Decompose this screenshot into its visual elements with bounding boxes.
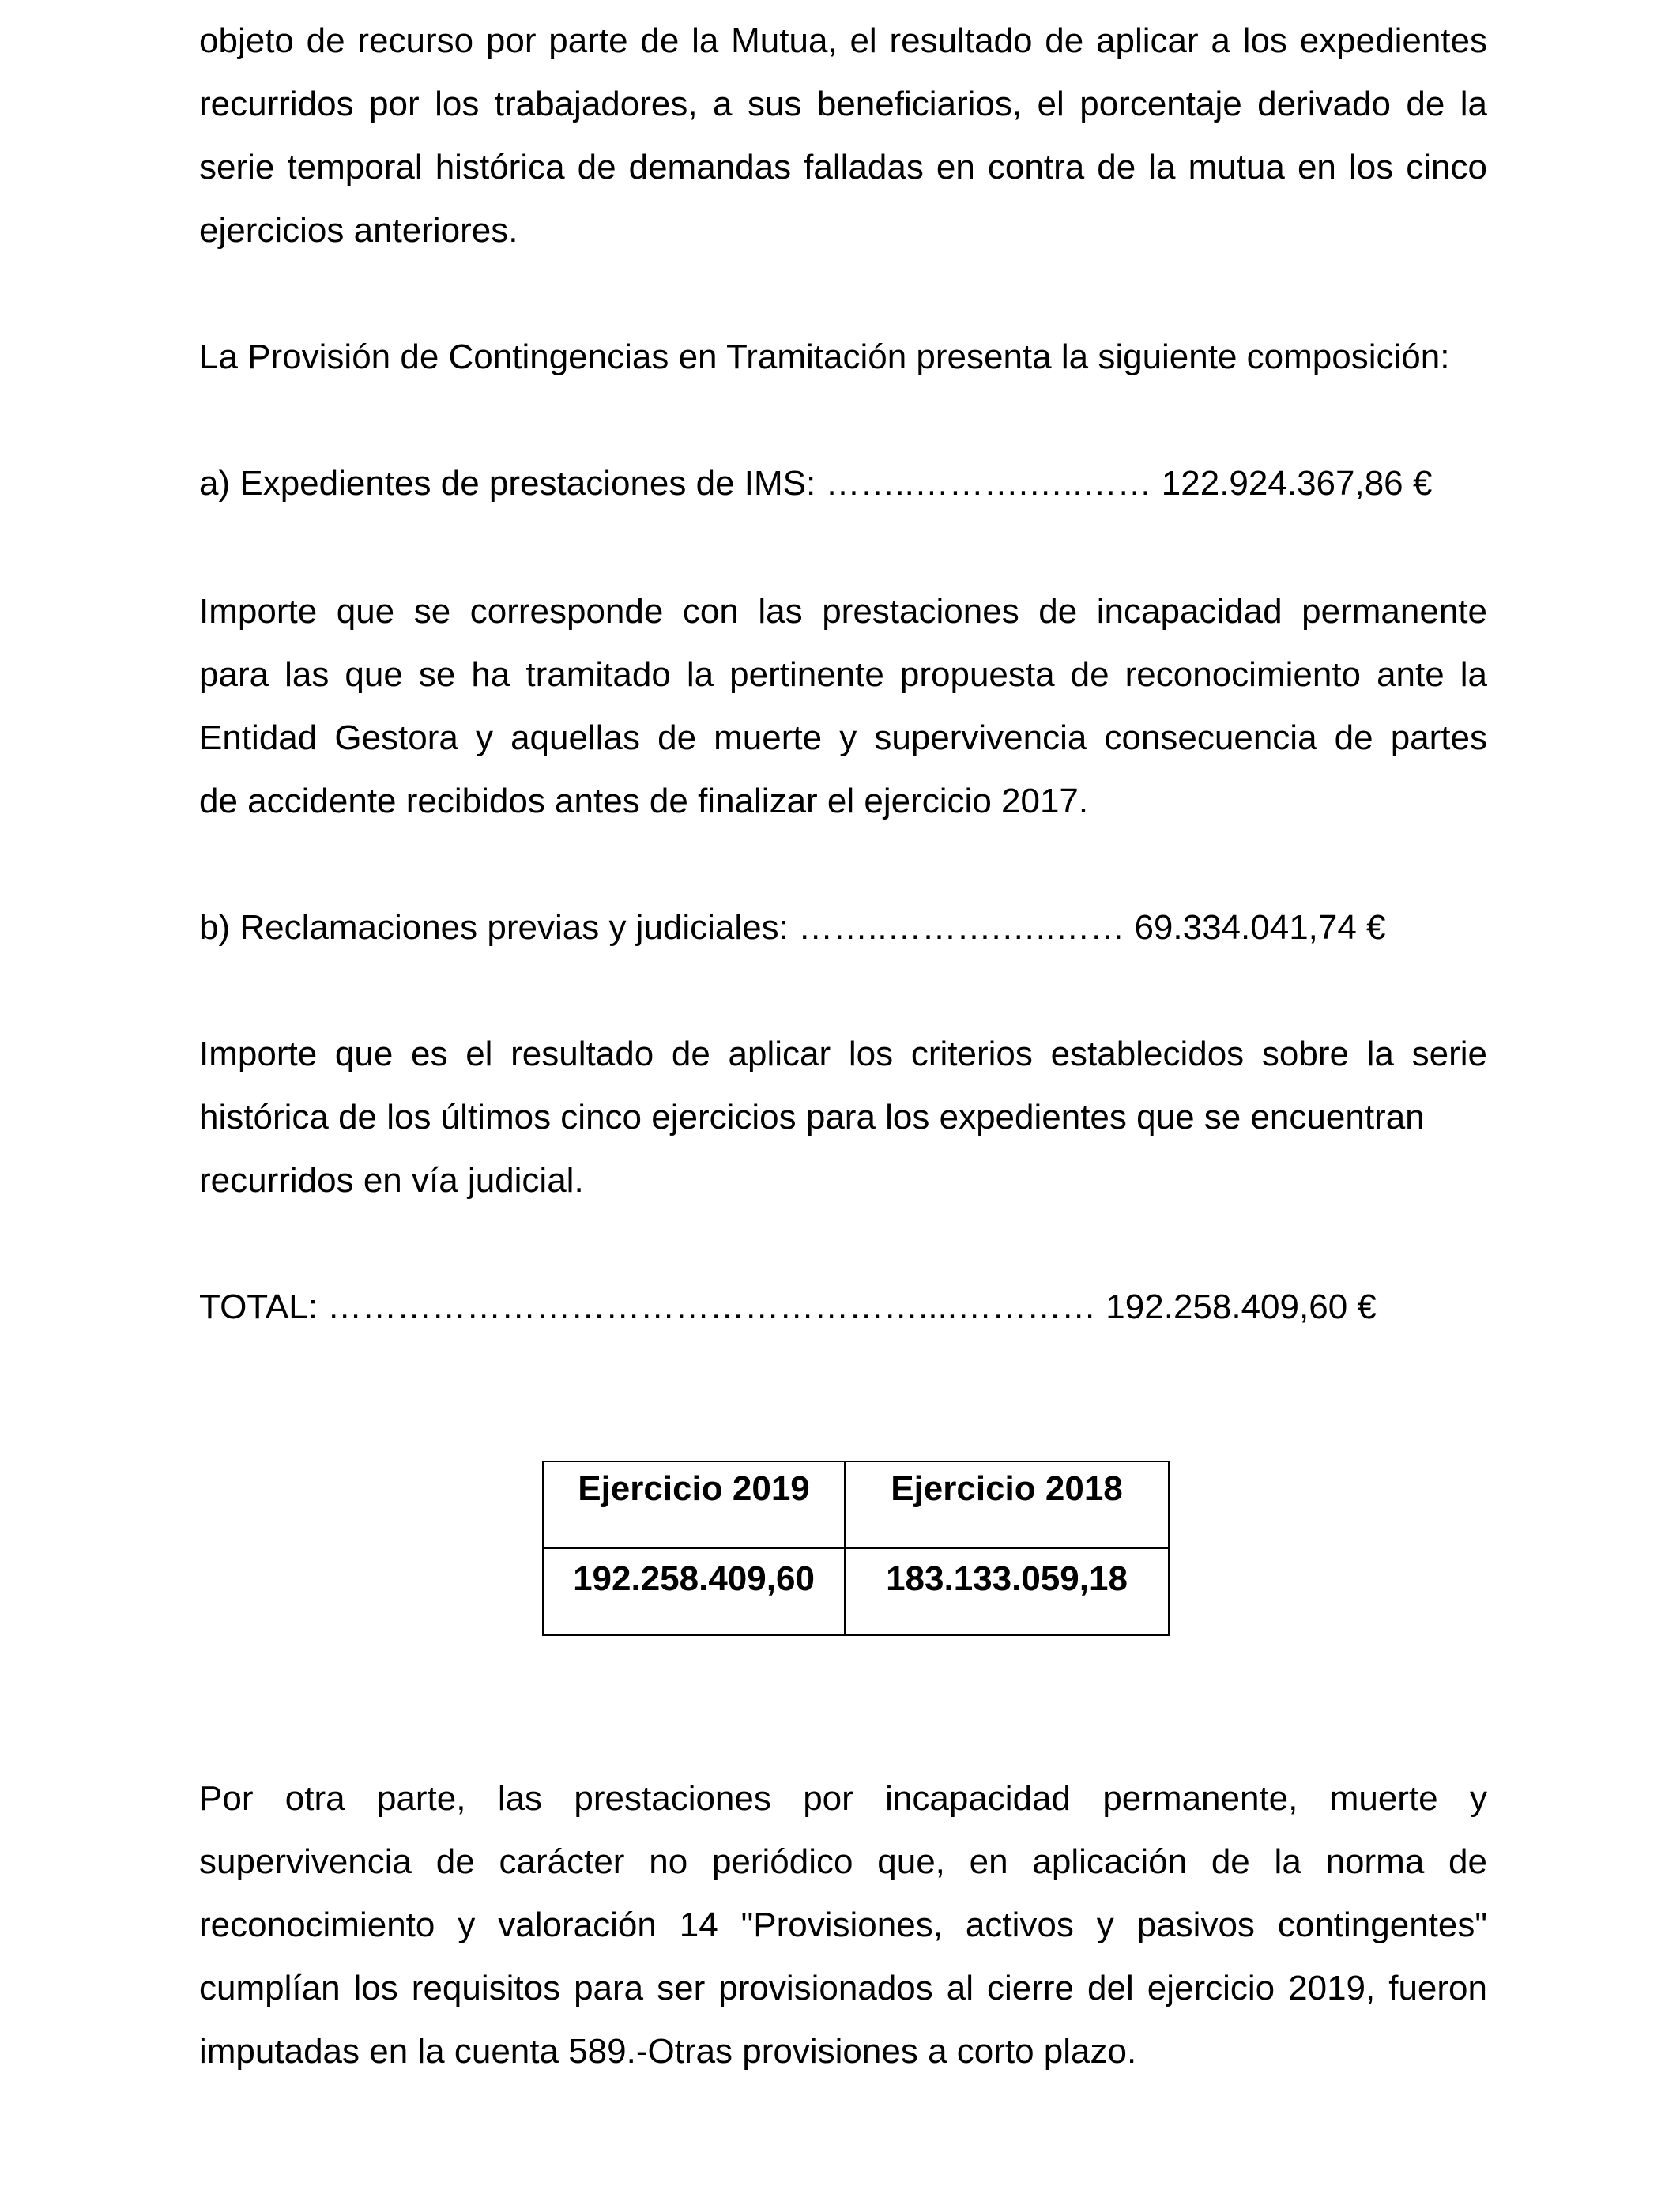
paragraph-line: cumplían los requisitos para ser provisionados al cierre del ejercicio 2019, fueron bbox=[199, 1969, 1487, 2007]
paragraph-line: imputadas en la cuenta 589.-Otras provisiones a corto plazo. bbox=[199, 2032, 1137, 2071]
ejercicios-table bbox=[542, 1461, 1170, 1636]
table-cell: 192.258.409,60 bbox=[543, 1548, 845, 1635]
paragraph-line: ejercicios anteriores. bbox=[199, 211, 518, 250]
intro-line: La Provisión de Contingencias en Tramitación presenta la siguiente composición: bbox=[199, 337, 1450, 376]
paragraph-line: Importe que es el resultado de aplicar los criterios establecidos sobre la serie bbox=[199, 1035, 1487, 1073]
paragraph-line: de accidente recibidos antes de finalizar el ejercicio 2017. bbox=[199, 782, 1089, 820]
paragraph-line: serie temporal histórica de demandas falladas en contra de la mutua en los cinco bbox=[199, 148, 1487, 187]
paragraph-line: supervivencia de carácter no periódico que, en aplicación de la norma de bbox=[199, 1842, 1487, 1881]
item-a-expedientes-ims: a) Expedientes de prestaciones de IMS: ……..……….…..…… 122.924.367,86 € bbox=[199, 464, 1433, 503]
table-header-cell: Ejercicio 2019 bbox=[543, 1461, 845, 1548]
paragraph-line: reconocimiento y valoración 14 "Provisiones, activos y pasivos contingentes" bbox=[199, 1906, 1487, 1944]
table-cell: 183.133.059,18 bbox=[845, 1548, 1169, 1635]
paragraph-line: Entidad Gestora y aquellas de muerte y supervivencia consecuencia de partes bbox=[199, 718, 1487, 757]
paragraph-otras-provisiones bbox=[199, 1767, 1487, 2083]
paragraph-line: recurridos en vía judicial. bbox=[199, 1161, 584, 1200]
paragraph-line: Por otra parte, las prestaciones por incapacidad permanente, muerte y bbox=[199, 1779, 1487, 1818]
paragraph-recurso-mutua bbox=[199, 9, 1487, 262]
paragraph-line: para las que se ha tramitado la pertinente propuesta de reconocimiento ante la bbox=[199, 655, 1487, 694]
total-line: TOTAL: ……………………………………………....………… 192.258.409,60 € bbox=[199, 1287, 1377, 1326]
item-b-reclamaciones: b) Reclamaciones previas y judiciales: ……..……….…..…… 69.334.041,74 € bbox=[199, 908, 1386, 947]
table-header-row bbox=[543, 1461, 1169, 1548]
paragraph-line: recurridos por los trabajadores, a sus beneficiarios, el porcentaje derivado de la bbox=[199, 85, 1487, 123]
paragraph-line: Importe que se corresponde con las prestaciones de incapacidad permanente bbox=[199, 592, 1487, 631]
table-header-cell: Ejercicio 2018 bbox=[845, 1461, 1169, 1548]
paragraph-line: objeto de recurso por parte de la Mutua, el resultado de aplicar a los expedientes bbox=[199, 21, 1487, 60]
table-row bbox=[543, 1548, 1169, 1635]
paragraph-item-a bbox=[199, 580, 1487, 833]
paragraph-item-b bbox=[199, 1023, 1487, 1212]
paragraph-line: histórica de los últimos cinco ejercicios para los expedientes que se encuentran bbox=[199, 1098, 1425, 1137]
